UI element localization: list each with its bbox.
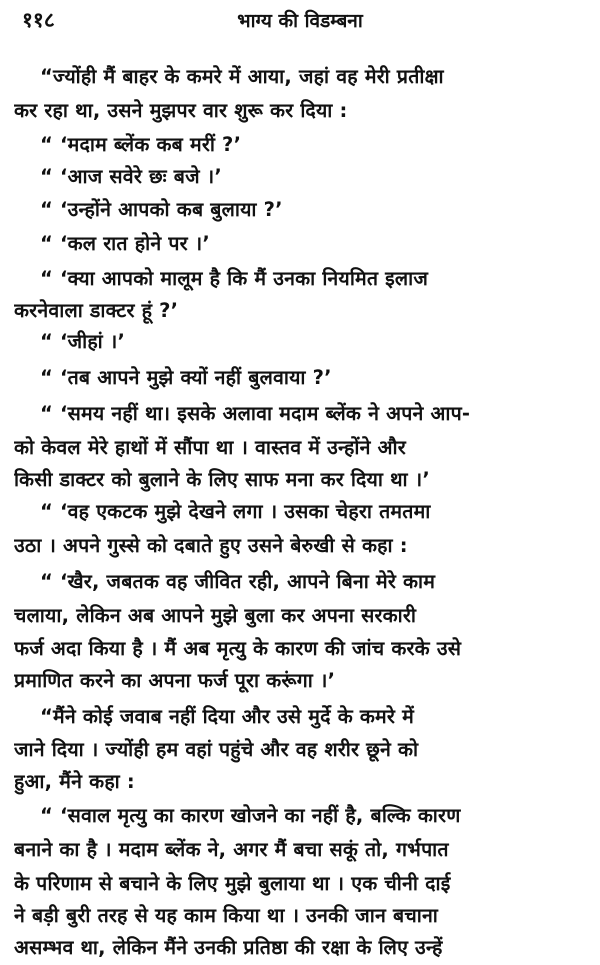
text-line: हुआ, मैंने कहा : xyxy=(14,770,135,793)
text-line: “ ‘सवाल मृत्यु का कारण खोजने का नहीं है, बल्कि कारण xyxy=(40,804,461,827)
text-line: “ ‘मदाम ब्लेंक कब मरीं ?’ xyxy=(40,133,242,156)
text-line: बनाने का है । मदाम ब्लेंक ने, अगर मैं बचा सकूं तो, गर्भपात xyxy=(14,838,449,861)
text-line: चलाया, लेकिन अब आपने मुझे बुला कर अपना सरकारी xyxy=(14,604,417,627)
text-line: “ ‘वह एकटक मुझे देखने लगा । उसका चेहरा तमतमा xyxy=(40,500,431,523)
text-line: फर्ज अदा किया है । मैं अब मृत्यु के कारण की जांच करके उसे xyxy=(14,637,462,660)
text-line: “ ‘जीहां ।’ xyxy=(40,330,126,353)
text-line: किसी डाक्टर को बुलाने के लिए साफ मना कर दिया था ।’ xyxy=(14,468,430,491)
running-title: भाग्य की विडम्बना xyxy=(237,10,363,32)
page-header xyxy=(0,6,600,36)
text-line: प्रमाणित करने का अपना फर्ज पूरा करूंगा ।’ xyxy=(14,669,336,692)
text-line: जाने दिया । ज्योंही हम वहां पहुंचे और वह शरीर छूने को xyxy=(14,738,419,761)
text-line: “ ‘उन्होंने आपको कब बुलाया ?’ xyxy=(40,198,283,221)
text-line: को केवल मेरे हाथों में सौंपा था । वास्तव में उन्होंने और xyxy=(14,436,406,459)
text-line: करनेवाला डाक्टर हूं ?’ xyxy=(14,299,179,322)
text-line: उठा । अपने गुस्से को दबाते हुए उसने बेरुखी से कहा : xyxy=(14,534,408,557)
text-line: “ ‘कल रात होने पर ।’ xyxy=(40,232,210,255)
text-line: “ ‘खैर, जबतक वह जीवित रही, आपने बिना मेरे काम xyxy=(40,570,436,593)
page-number: ११८ xyxy=(22,8,55,32)
text-line: “ ‘तब आपने मुझे क्यों नहीं बुलवाया ?’ xyxy=(40,366,332,389)
text-line: ने बड़ी बुरी तरह से यह काम किया था । उनकी जान बचाना xyxy=(14,904,439,927)
text-line: असम्भव था, लेकिन मैंने उनकी प्रतिष्ठा की रक्षा के लिए उन्हें xyxy=(14,936,443,959)
text-line: “मैंने कोई जवाब नहीं दिया और उसे मुर्दे के कमरे में xyxy=(40,705,414,728)
text-line: “ ‘समय नहीं था। इसके अलावा मदाम ब्लेंक ने अपने आप- xyxy=(40,402,471,425)
text-line: “ ‘क्या आपको मालूम है कि मैं उनका नियमित इलाज xyxy=(40,267,429,290)
text-line: के परिणाम से बचाने के लिए मुझे बुलाया था । एक चीनी दाई xyxy=(14,872,451,895)
text-line: कर रहा था, उसने मुझपर वार शुरू कर दिया : xyxy=(14,99,348,122)
text-line: “ज्योंही मैं बाहर के कमरे में आया, जहां वह मेरी प्रतीक्षा xyxy=(40,65,444,88)
text-line: “ ‘आज सवेरे छः बजे ।’ xyxy=(40,165,222,188)
